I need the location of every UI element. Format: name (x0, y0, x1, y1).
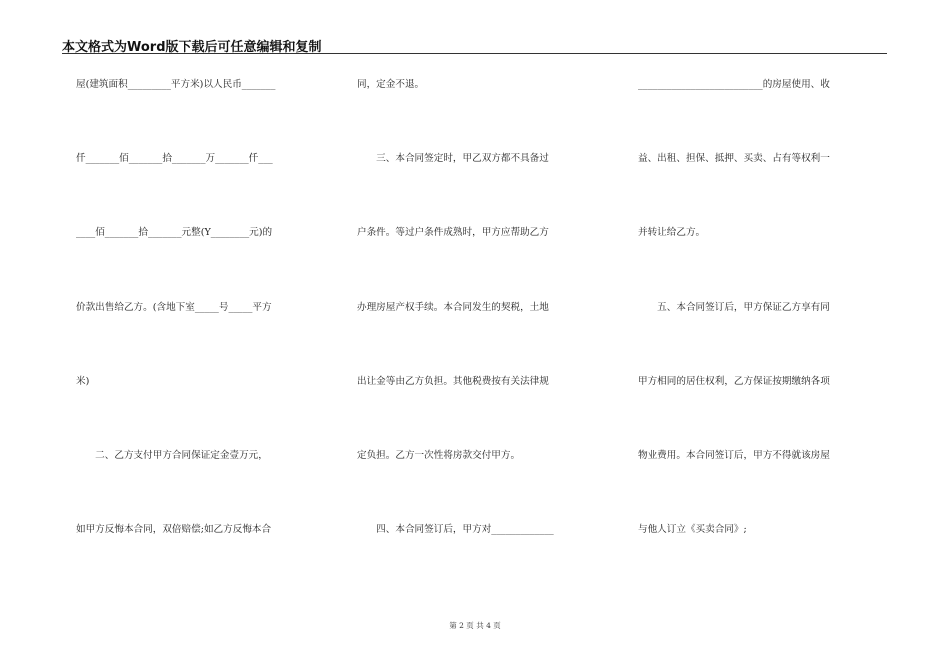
text-line: 四、本合同签订后，甲方对_____________ (357, 524, 554, 536)
text-line: 同，定金不退。 (357, 79, 425, 90)
text-column-3 (638, 76, 888, 595)
text-line: 仟_______佰_______拾_______万_______仟___ (76, 153, 273, 165)
document-header-title: 本文格式为Word版下载后可任意编辑和复制 (62, 40, 322, 55)
text-line: 米) (76, 375, 90, 387)
text-line: 甲方相同的居住权利，乙方保证按期缴纳各项 (638, 375, 830, 387)
text-line: 与他人订立《买卖合同》; (638, 524, 747, 536)
text-line: 并转让给乙方。 (638, 227, 706, 239)
text-line: __________________________的房屋使用、收 (638, 79, 830, 90)
text-line: 户条件。等过户条件成熟时，甲方应帮助乙方 (357, 227, 549, 239)
text-line: 价款出售给乙方。(含地下室_____号_____平方 (76, 301, 272, 313)
text-line: 定负担。乙方一次性将房款交付甲方。 (357, 449, 521, 461)
text-line: 五、本合同签订后，甲方保证乙方享有同 (638, 301, 830, 313)
text-column-2 (357, 76, 607, 595)
text-column-1 (76, 76, 326, 595)
page-number-footer: 第 2 页 共 4 页 (449, 621, 501, 630)
text-line: 物业费用。本合同签订后，甲方不得就该房屋 (638, 449, 830, 461)
text-line: 屋(建筑面积_________平方米)以人民币_______ (76, 79, 276, 90)
text-line: 如甲方反悔本合同，双倍赔偿;如乙方反悔本合 (76, 524, 272, 536)
header-divider (62, 53, 887, 54)
text-line: 益、出租、担保、抵押、买卖、占有等权利一 (638, 153, 830, 165)
text-line: 办理房屋产权手续。本合同发生的契税，土地 (357, 301, 549, 313)
text-line: ____佰_______拾_______元整(Y________元)的 (76, 227, 273, 239)
text-line: 三、本合同签定时，甲乙双方都不具备过 (357, 153, 549, 165)
text-line: 出让金等由乙方负担。其他税费按有关法律规 (357, 375, 549, 387)
text-line: 二、乙方支付甲方合同保证定金壹万元， (76, 449, 268, 461)
